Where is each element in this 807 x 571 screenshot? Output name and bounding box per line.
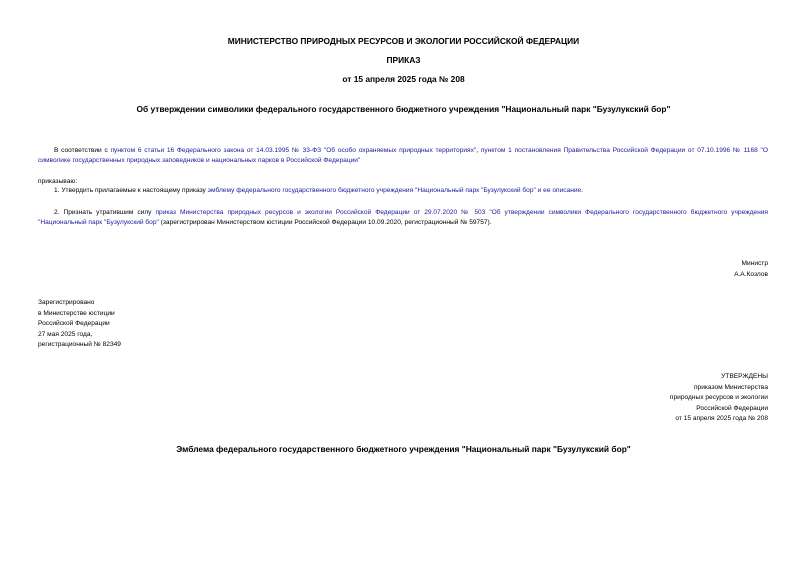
appendix-title: Эмблема федерального государственного бюджетного учреждения "Национальный парк "Бузулукский бор" [176, 444, 631, 454]
preamble-paragraph [38, 146, 768, 166]
approved-line: УТВЕРЖДЕНЫ [721, 373, 768, 380]
item-1-prefix: 1. Утвердить прилагаемые к настоящему приказу [54, 187, 208, 194]
preamble-separator: , [476, 147, 481, 154]
signature-position: Министр [741, 260, 768, 267]
item-2-suffix: (зарегистрирован Министерством юстиции Российской Федерации 10.09.2020, регистрационный № 59757). [158, 219, 492, 226]
preamble-prefix: В соответствии с [54, 147, 111, 154]
item-2-paragraph [38, 208, 768, 228]
approved-block [670, 372, 768, 425]
approved-line: Российской Федерации [696, 404, 768, 412]
document-type: ПРИКАЗ [386, 55, 421, 65]
registration-line: 27 мая 2025 года, [38, 330, 93, 338]
registration-block [38, 298, 121, 351]
law-link[interactable]: пунктом 6 статьи 16 Федерального закона от 14.03.1995 № 33-ФЗ "Об особо охраняемых природных территориях" [110, 147, 477, 154]
repealed-order-link[interactable]: приказ Министерства природных ресурсов и экологии Российской Федерации от 29.07.2020 № 503 "Об утверждении символики Федерального государственного бюджетного учреждения "Национальный парк "Бузулукский бор" [38, 209, 768, 226]
item-1-paragraph [38, 186, 768, 196]
resolution-link[interactable]: пунктом 1 постановления Правительства Российской Федерации от 07.10.1996 № 1168 "О символике государственных природных заповедников и национальных парков в Российской Федерации" [38, 147, 769, 164]
approved-line: приказом Министерства [693, 383, 768, 391]
registration-line: Российской Федерации [38, 320, 110, 327]
ministry-heading: МИНИСТЕРСТВО ПРИРОДНЫХ РЕСУРСОВ И ЭКОЛОГИИ РОССИЙСКОЙ ФЕДЕРАЦИИ [227, 36, 580, 46]
registration-line: в Министерстве юстиции [38, 309, 115, 317]
order-word: приказываю: [38, 178, 78, 185]
item-1-suffix: . [581, 187, 584, 194]
document-date-number: от 15 апреля 2025 года № 208 [342, 74, 465, 84]
registration-line: регистрационный № 82349 [38, 341, 121, 348]
signature-name: А.А.Козлов [734, 270, 768, 278]
registration-line: Зарегистрировано [38, 299, 95, 306]
item-2-prefix: 2. Признать утратившим силу [54, 209, 156, 216]
signature-block [734, 259, 768, 280]
emblem-link[interactable]: эмблему федерального государственного бюджетного учреждения "Национальный парк "Бузулукский бор" и ее описание [207, 187, 582, 194]
approved-line: природных ресурсов и экологии [669, 394, 768, 401]
document-title: Об утверждении символики федерального государственного бюджетного учреждения "Национальный парк "Бузулукский бор" [136, 104, 671, 114]
approved-line: от 15 апреля 2025 года № 208 [675, 415, 768, 422]
